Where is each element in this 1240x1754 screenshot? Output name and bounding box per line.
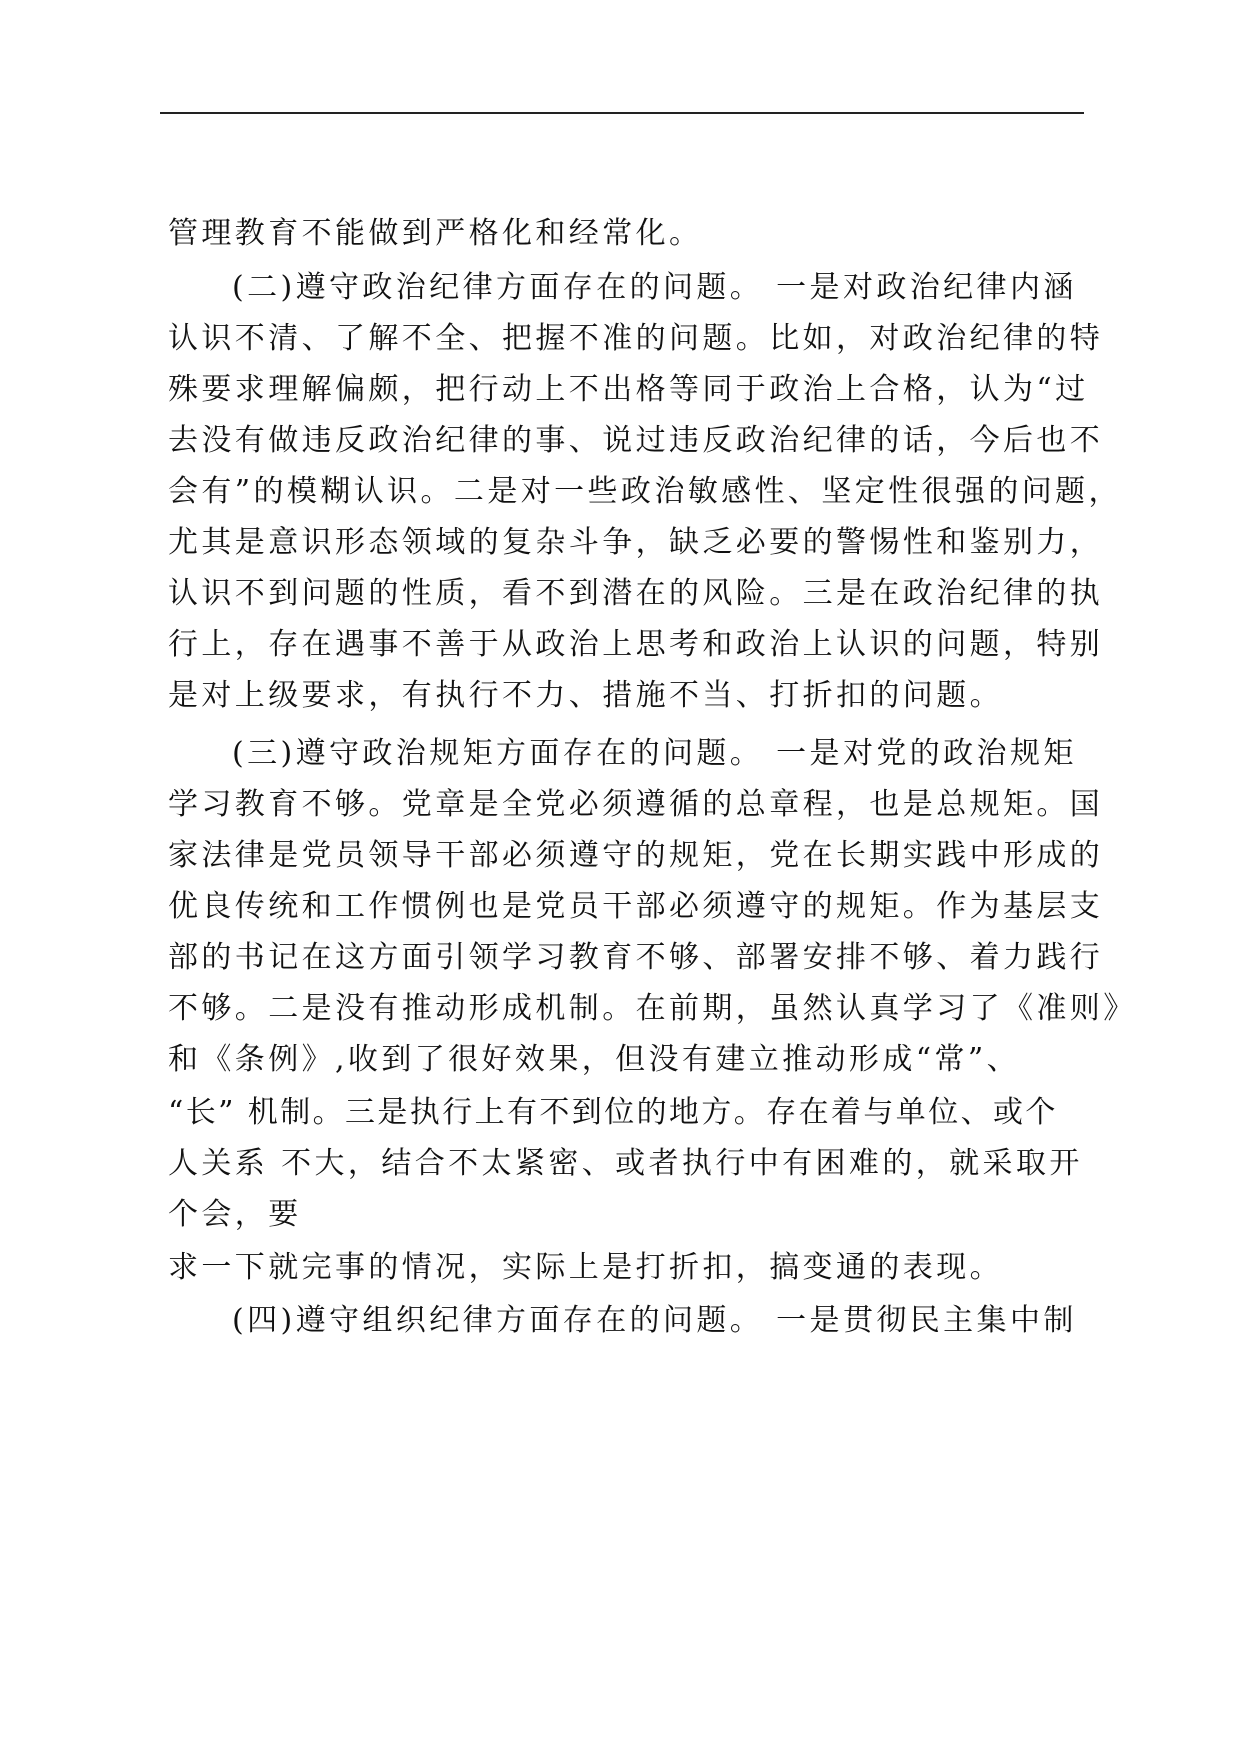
text-line: 殊要求理解偏颇，把行动上不出格等同于政治上合格，认为“过: [168, 372, 1089, 407]
text-line: 不够。二是没有推动形成机制。在前期，虽然认真学习了《准则》: [168, 991, 1137, 1026]
text-line: 和《条例》,收到了很好效果，但没有建立推动形成“常”、: [168, 1042, 1021, 1077]
text-line: 人关系 不大，结合不太紧密、或者执行中有困难的，就采取开: [168, 1146, 1083, 1181]
text-line: 个会，要: [168, 1197, 302, 1232]
text-line: 学习教育不够。党章是全党必须遵循的总章程，也是总规矩。国: [168, 787, 1104, 822]
section-heading-line: (三)遵守政治规矩方面存在的问题。 一是对党的政治规矩: [232, 736, 1077, 771]
text-line: 认识不到问题的性质，看不到潜在的风险。三是在政治纪律的执: [168, 576, 1104, 611]
header-rule: [160, 112, 1084, 114]
text-line: 部的书记在这方面引领学习教育不够、部署安排不够、着力践行: [168, 940, 1104, 975]
text-line: 家法律是党员领导干部必须遵守的规矩，党在长期实践中形成的: [168, 838, 1104, 873]
section-heading-line: (四)遵守组织纪律方面存在的问题。 一是贯彻民主集中制: [232, 1303, 1077, 1338]
text-line: 优良传统和工作惯例也是党员干部必须遵守的规矩。作为基层支: [168, 889, 1104, 924]
section-heading-line: (二)遵守政治纪律方面存在的问题。 一是对政治纪律内涵: [232, 270, 1077, 305]
text-line: 求一下就完事的情况，实际上是打折扣，搞变通的表现。: [168, 1250, 1003, 1285]
text-line: 行上，存在遇事不善于从政治上思考和政治上认识的问题，特别: [168, 627, 1104, 662]
text-line: 是对上级要求，有执行不力、措施不当、打折扣的问题。: [168, 678, 1003, 713]
text-line: 认识不清、了解不全、把握不准的问题。比如，对政治纪律的特: [168, 321, 1104, 356]
text-line: “长” 机制。三是执行上有不到位的地方。存在着与单位、或个: [168, 1095, 1058, 1130]
text-line: 尤其是意识形态领域的复杂斗争，缺乏必要的警惕性和鉴别力，: [168, 525, 1104, 560]
text-line: 会有”的模糊认识。二是对一些政治敏感性、坚定性很强的问题，: [168, 474, 1122, 509]
text-line: 管理教育不能做到严格化和经常化。: [168, 216, 703, 251]
text-line: 去没有做违反政治纪律的事、说过违反政治纪律的话，今后也不: [168, 423, 1104, 458]
